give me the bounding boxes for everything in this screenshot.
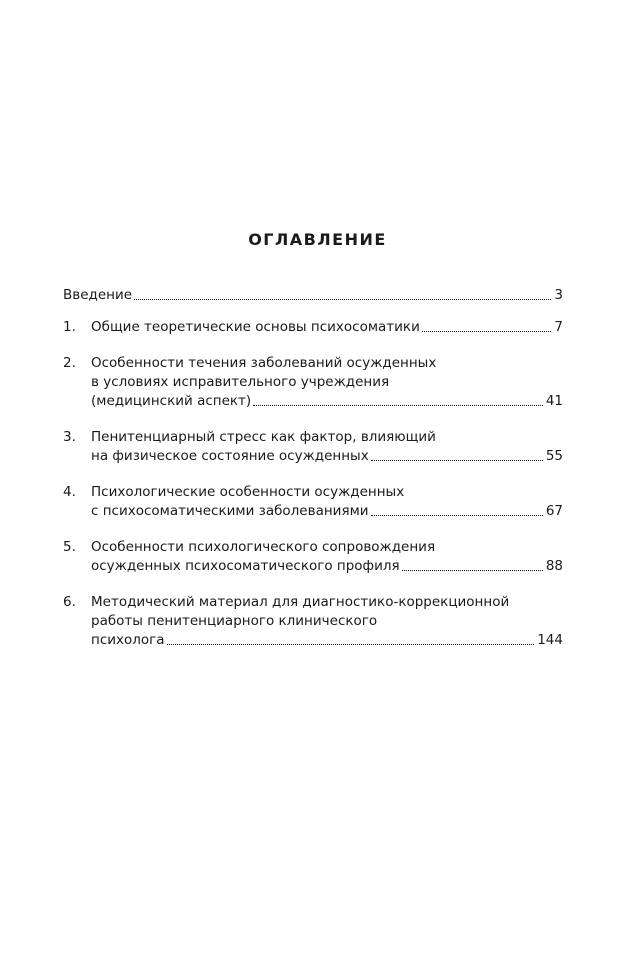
toc-entry-title: на физическое состояние осужденных bbox=[91, 448, 369, 464]
toc-page-number: 144 bbox=[537, 632, 563, 648]
toc-entry-title: осужденных психосоматического профиля bbox=[91, 558, 400, 574]
dot-leader bbox=[167, 644, 535, 645]
toc-page-number: 41 bbox=[545, 393, 563, 409]
toc-entry-chapter-5[interactable] bbox=[63, 538, 563, 576]
toc-entry-title: Введение bbox=[63, 287, 133, 303]
toc-entry-title: Пенитенциарный стресс как фактор, влияющий bbox=[91, 429, 436, 445]
toc-entry-title: Психологические особенности осужденных bbox=[91, 484, 405, 500]
dot-leader bbox=[422, 331, 552, 332]
toc-page-number: 55 bbox=[545, 448, 563, 464]
dot-leader bbox=[371, 460, 543, 461]
toc-entry-title: Особенности психологического сопровождения bbox=[91, 539, 436, 555]
toc-page-number: 3 bbox=[554, 287, 563, 303]
toc-entry-chapter-4[interactable] bbox=[63, 483, 563, 521]
toc-chapter-number: 4. bbox=[63, 484, 76, 500]
toc-chapter-number: 1. bbox=[63, 319, 76, 335]
dot-leader bbox=[371, 515, 543, 516]
toc-entry-title: с психосоматическими заболеваниями bbox=[91, 503, 369, 519]
toc-entry-chapter-1[interactable] bbox=[63, 318, 563, 337]
toc-entry-chapter-6[interactable] bbox=[63, 593, 563, 650]
toc-entry-title: в условиях исправительного учреждения bbox=[91, 374, 390, 390]
toc-entry-chapter-3[interactable] bbox=[63, 428, 563, 466]
toc-entry-chapter-2[interactable] bbox=[63, 354, 563, 411]
toc-entry-title: Общие теоретические основы психосоматики bbox=[91, 319, 420, 335]
table-of-contents bbox=[63, 286, 563, 667]
dot-leader bbox=[253, 405, 543, 406]
toc-chapter-number: 5. bbox=[63, 539, 76, 555]
toc-entry-intro[interactable] bbox=[63, 286, 563, 305]
toc-entry-title: работы пенитенциарного клинического bbox=[91, 613, 378, 629]
toc-page-number: 67 bbox=[545, 503, 563, 519]
toc-page-number: 88 bbox=[545, 558, 563, 574]
toc-chapter-number: 6. bbox=[63, 594, 76, 610]
toc-page-number: 7 bbox=[554, 319, 563, 335]
toc-entry-title: психолога bbox=[91, 632, 165, 648]
toc-chapter-number: 3. bbox=[63, 429, 76, 445]
dot-leader bbox=[134, 299, 551, 300]
page-title: ОГЛАВЛЕНИЕ bbox=[248, 230, 387, 249]
toc-entry-title: Методический материал для диагностико-коррекционной bbox=[91, 594, 510, 610]
toc-chapter-number: 2. bbox=[63, 355, 76, 371]
dot-leader bbox=[402, 570, 543, 571]
toc-entry-title: Особенности течения заболеваний осужденных bbox=[91, 355, 437, 371]
toc-entry-title: (медицинский аспект) bbox=[91, 393, 252, 409]
